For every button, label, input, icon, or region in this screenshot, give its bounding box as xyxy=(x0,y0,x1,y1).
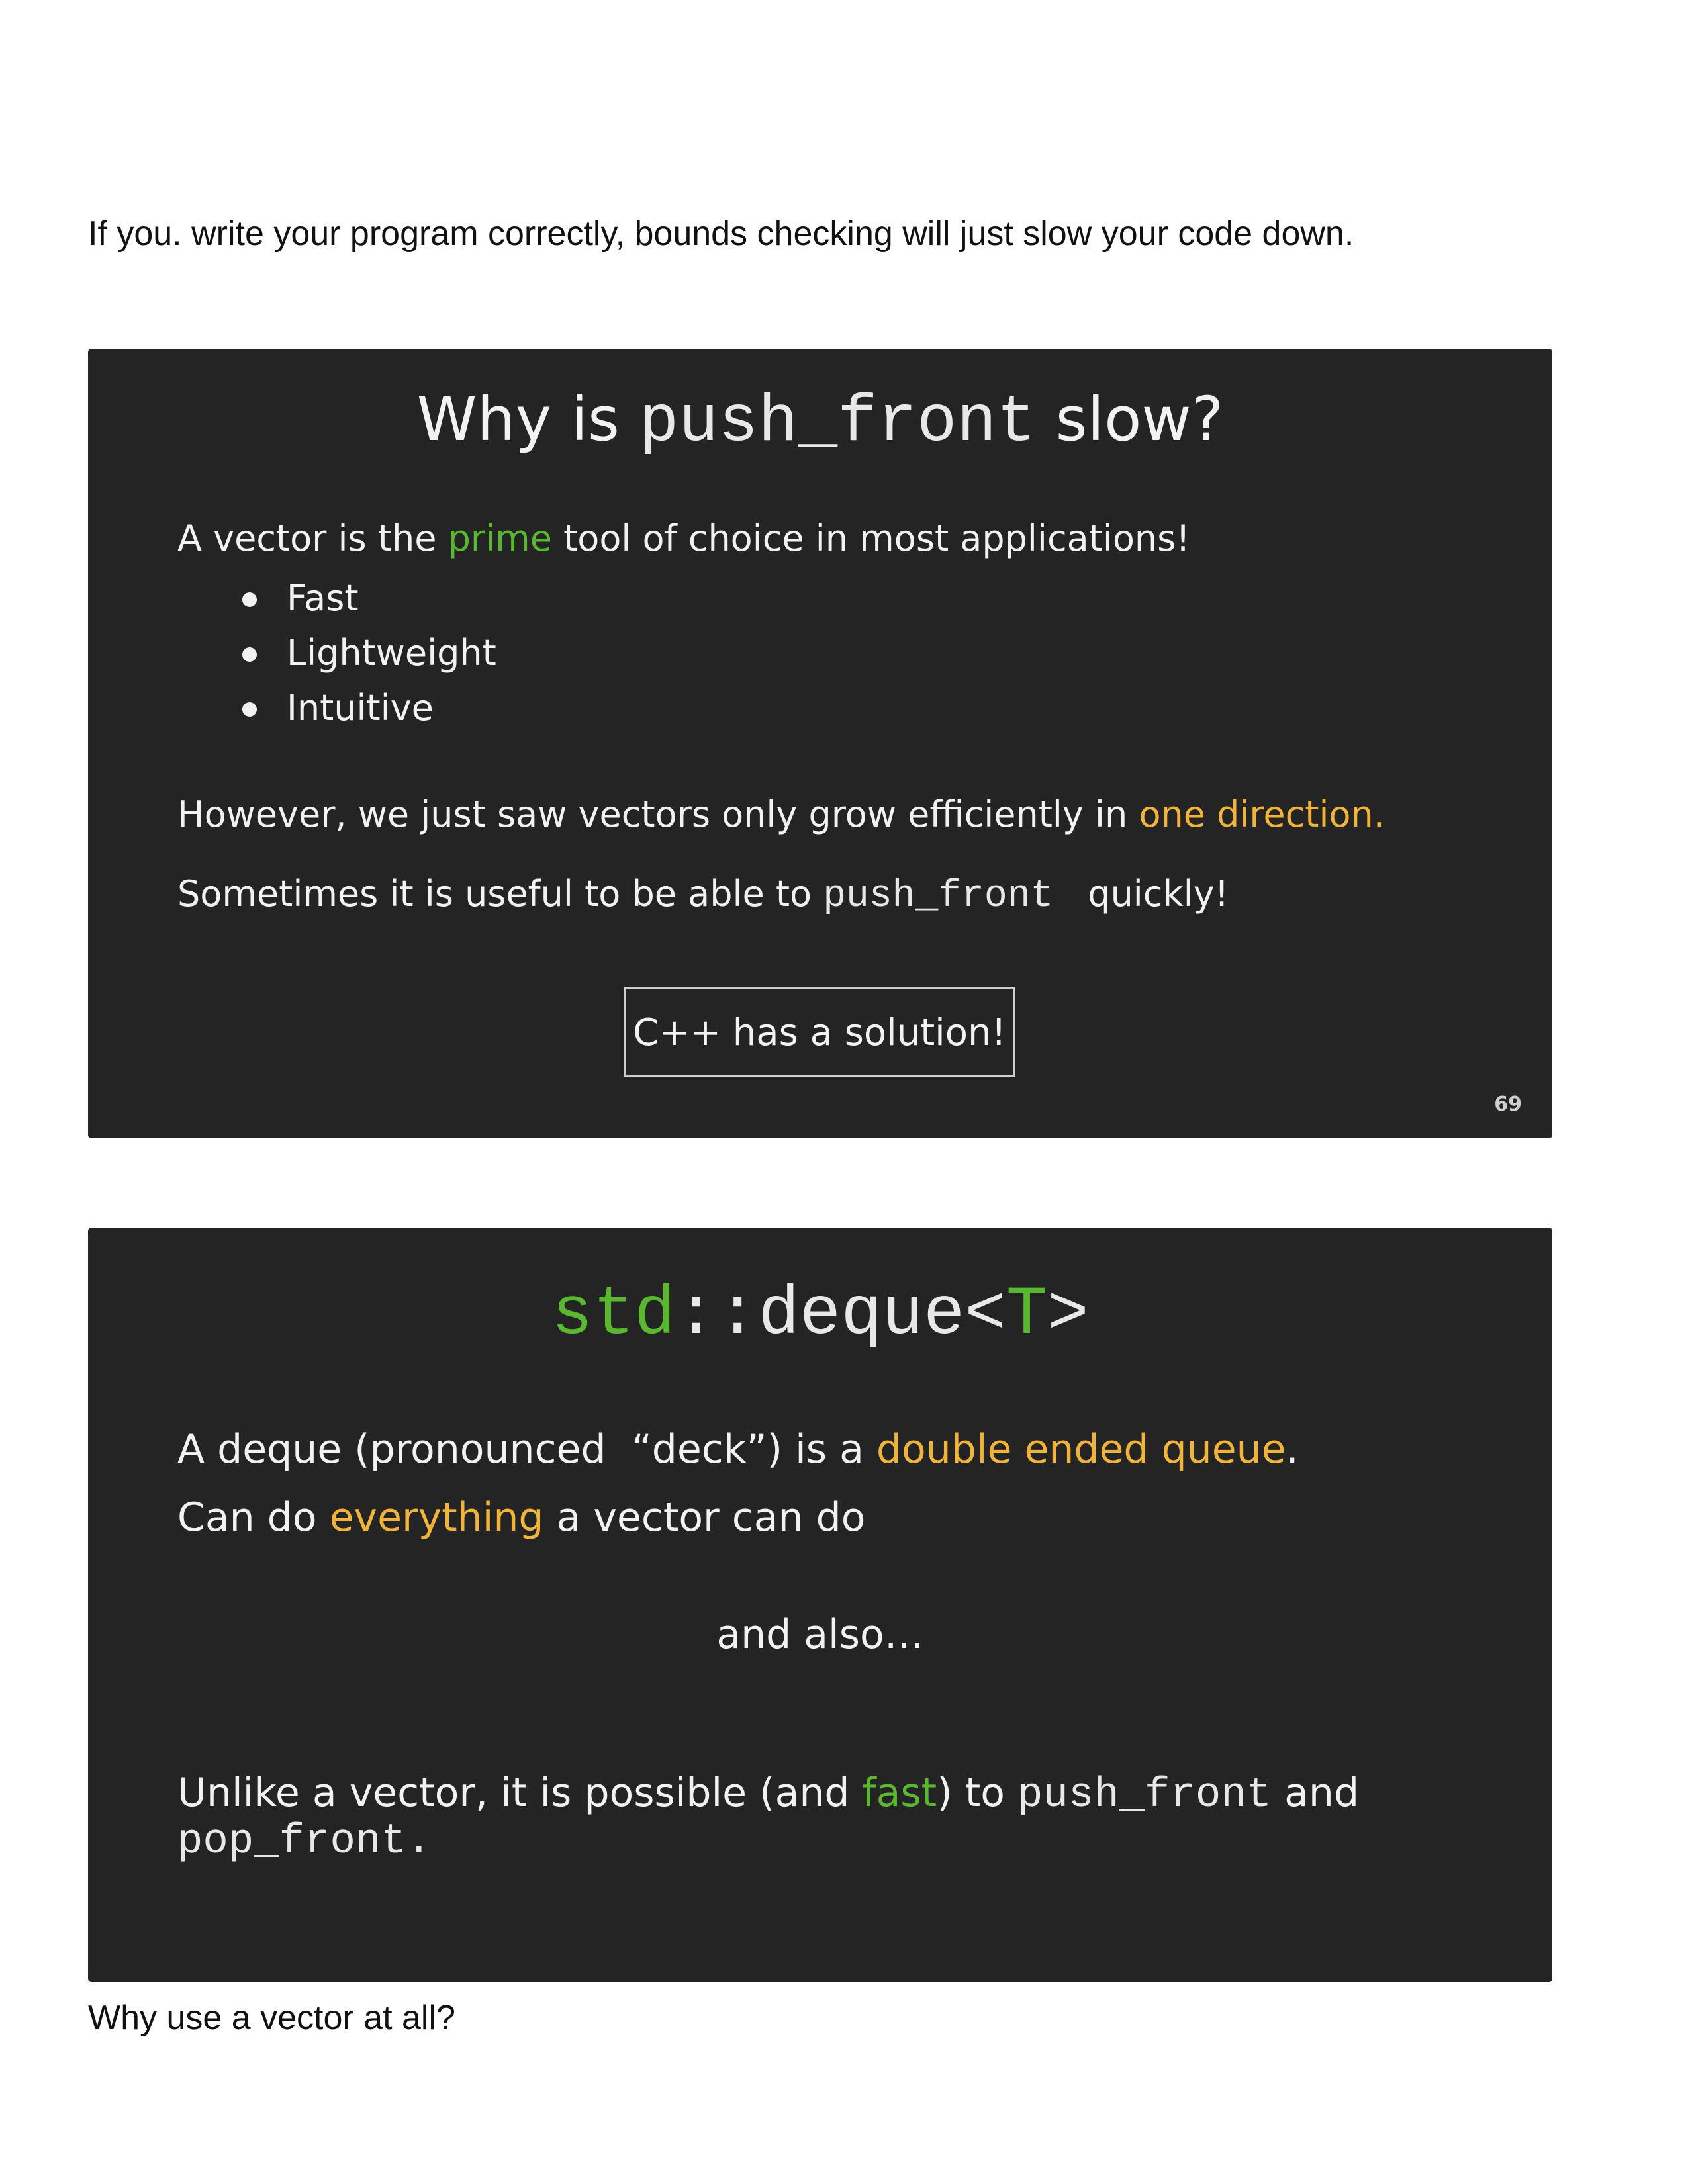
slide1-sometimes-after: quickly! xyxy=(1076,873,1229,915)
slide1-lead xyxy=(177,518,1190,559)
slide1-title xyxy=(88,383,1552,463)
slide2-line2 xyxy=(177,1494,865,1541)
slide2-line4-mid: ) to xyxy=(937,1770,1018,1816)
bullet-item: Intuitive xyxy=(177,680,496,735)
slide1-title-suffix: slow? xyxy=(1036,384,1224,455)
slide2-line5: pop_front. xyxy=(177,1818,432,1866)
slide1-bullet-list xyxy=(177,570,496,735)
slide2-line1 xyxy=(177,1426,1299,1473)
bullet-item: Lightweight xyxy=(177,625,496,680)
slide2-line2-before: Can do xyxy=(177,1494,330,1541)
slide1-lead-before: A vector is the xyxy=(177,518,448,559)
slide2-line4-highlight: fast xyxy=(862,1770,937,1816)
slide1-title-prefix: Why is xyxy=(416,384,639,455)
slide2-line1-highlight: double ended queue xyxy=(876,1426,1286,1473)
slide2-line1-before: A deque (pronounced “deck”) is a xyxy=(177,1426,876,1473)
slide2-line4-before: Unlike a vector, it is possible (and xyxy=(177,1770,863,1816)
bullet-item: Fast xyxy=(177,570,496,625)
slide1-sometimes-before: Sometimes it is useful to be able to xyxy=(177,873,823,915)
slide2-line2-after: a vector can do xyxy=(543,1494,866,1541)
slide1-lead-highlight: prime xyxy=(447,518,552,559)
slide2-line3: and also… xyxy=(716,1612,924,1658)
slide2-title-end: > xyxy=(1047,1276,1089,1354)
slide2-title xyxy=(88,1274,1552,1357)
slide1-sometimes-code: push_front xyxy=(823,875,1077,918)
slide-push-front xyxy=(88,349,1552,1138)
slide1-lead-after: tool of choice in most applications! xyxy=(551,518,1190,559)
slide2-title-sep: ::deque< xyxy=(675,1276,1006,1354)
slide1-however-highlight: one direction. xyxy=(1139,794,1385,835)
page-number: 69 xyxy=(1494,1093,1522,1116)
slide2-title-std: std xyxy=(551,1276,676,1354)
bottom-note: Why use a vector at all? xyxy=(88,1999,455,2037)
slide1-title-code: push_front xyxy=(639,386,1037,461)
slide1-however xyxy=(177,794,1385,835)
slide2-line4 xyxy=(177,1769,1359,1821)
slide2-line4-after: and xyxy=(1272,1770,1360,1816)
slide2-line2-highlight: everything xyxy=(329,1494,544,1541)
slide-std-deque xyxy=(88,1228,1552,1982)
slide2-line1-after: . xyxy=(1286,1426,1299,1473)
slide2-title-t: T xyxy=(1006,1276,1048,1354)
top-note: If you. write your program correctly, bounds checking will just slow your code down. xyxy=(88,214,1354,253)
solution-box: C++ has a solution! xyxy=(624,987,1015,1077)
slide1-sometimes xyxy=(177,873,1229,918)
slide2-line4-code: push_front xyxy=(1017,1772,1272,1819)
slide1-however-before: However, we just saw vectors only grow efficiently in xyxy=(177,794,1139,835)
